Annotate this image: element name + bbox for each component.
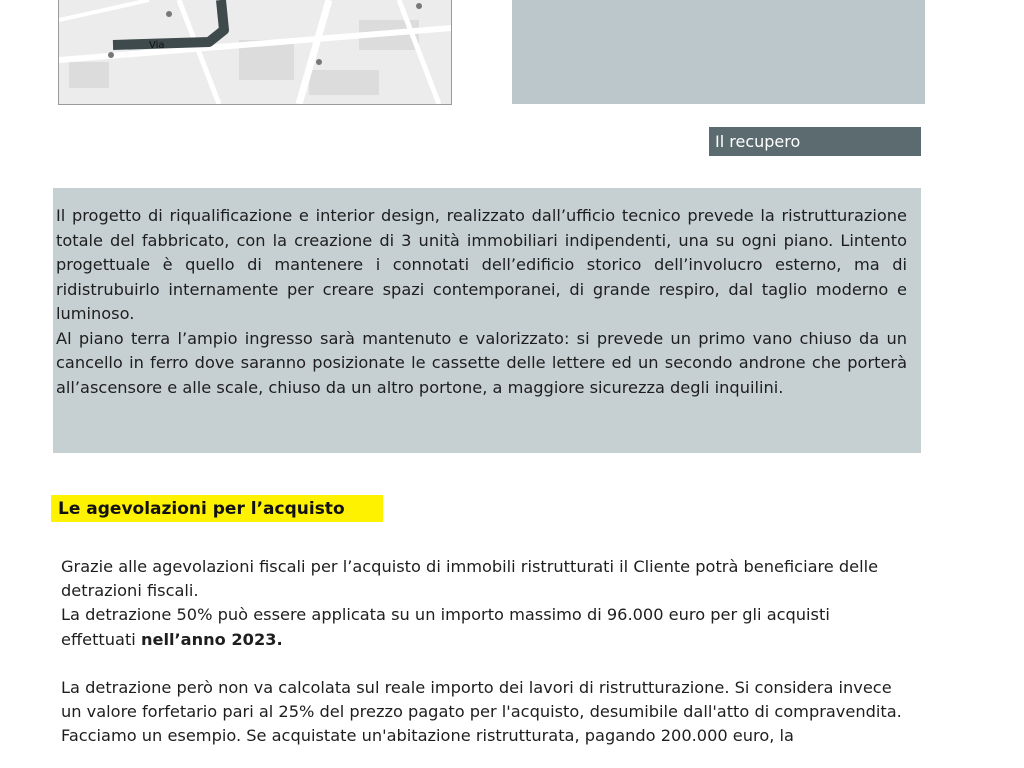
map-pin-icon [108, 52, 114, 58]
map-pin-icon [316, 59, 322, 65]
section-tag: Il recupero [709, 127, 921, 156]
image-placeholder [512, 0, 925, 104]
map-graphic [59, 0, 451, 104]
body-text-span: La detrazione 50% può essere applicata su un importo massimo di 96.000 euro per gli acquisti effettuati [61, 605, 830, 649]
body-paragraph [61, 603, 906, 651]
body-paragraph: La detrazione però non va calcolata sul reale importo dei lavori di ristrutturazione. Si considera invece un valore forfetario pari al 25% del prezzo pagato per l'acquisto, desumibile dall'atto di compravendita. [61, 677, 902, 722]
map-pin-icon [166, 11, 172, 17]
map-block [309, 70, 379, 95]
section-title: Le agevolazioni per l’acquisto [51, 495, 383, 522]
body-text-bold: nell’anno 2023. [140, 629, 283, 649]
map-block [69, 62, 109, 88]
map-street-label: Via [149, 40, 165, 51]
paragraph-gap [61, 652, 906, 676]
description-paragraph: Il progetto di riqualificazione e interior design, realizzato dall’ufficio tecnico prevede la ristrutturazione totale del fabbricato, con la creazione di 3 unità immobiliari indipendenti, una su ogni piano. Lintento progettuale è quello di mantenere i connotati dell’edificio storico dell’involucro esterno, ma di ridistrubuirlo internamente per creare spazi contemporanei, di grande respiro, dal taglio moderno e luminoso. [56, 206, 907, 323]
description-text [56, 204, 907, 400]
description-paragraph: Al piano terra l’ampio ingresso sarà mantenuto e valorizzato: si prevede un primo vano chiuso da un cancello in ferro dove saranno posizionate le cassette delle lettere ed un secondo androne che porterà all’ascensore e alle scale, chiuso da un altro portone, a maggiore sicurezza degli inquilini. [56, 328, 907, 397]
map-pin-icon [416, 3, 422, 9]
body-paragraph: Grazie alle agevolazioni fiscali per l’acquisto di immobili ristrutturati il Cliente potrà beneficiare delle detrazioni fiscali. [61, 557, 879, 601]
body-text [61, 555, 906, 748]
body-paragraph: Facciamo un esempio. Se acquistate un'abitazione ristrutturata, pagando 200.000 euro, la [61, 726, 794, 746]
location-map[interactable] [58, 0, 452, 105]
